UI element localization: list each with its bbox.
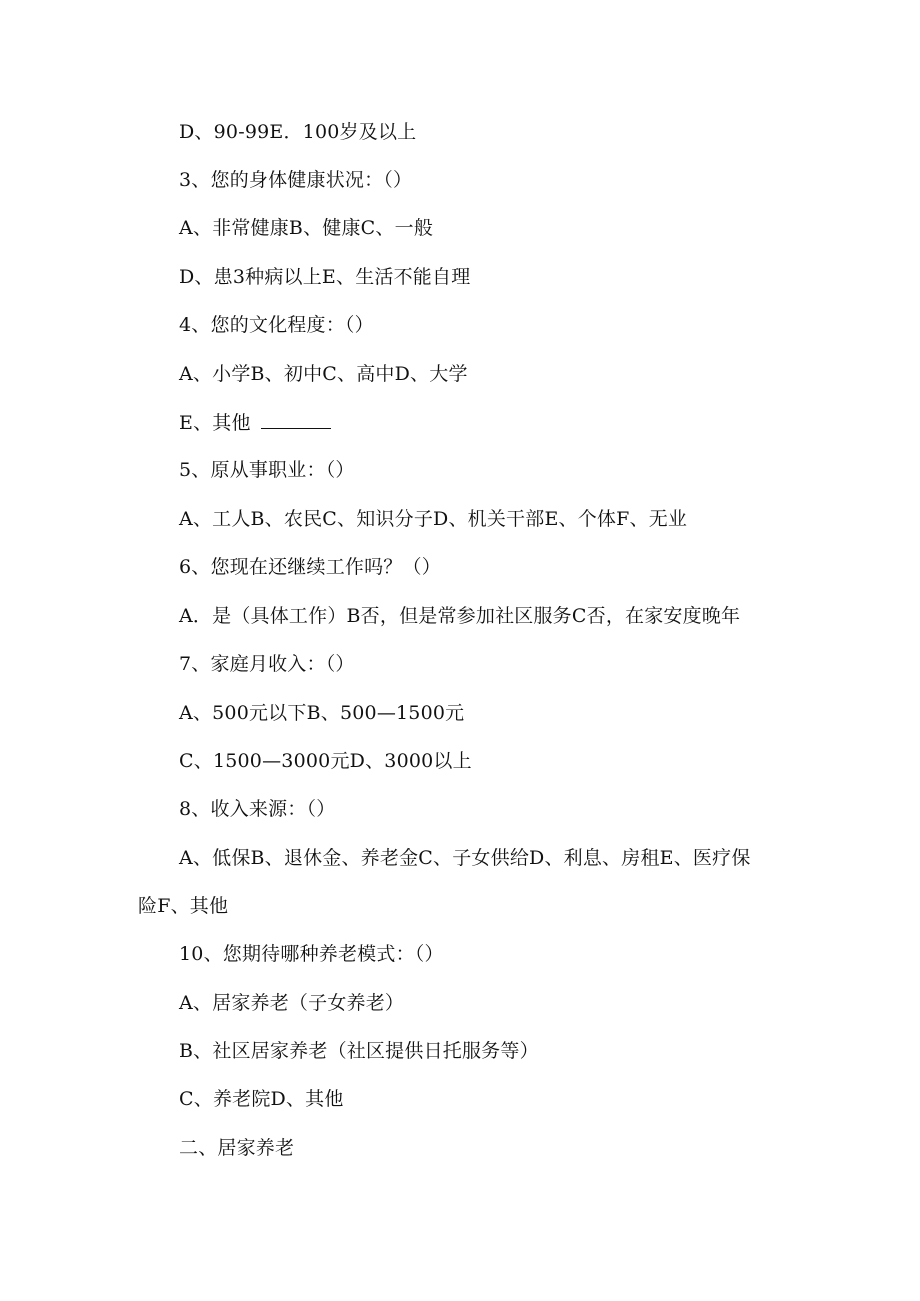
income-options-line-1: A、500元以下B、500—1500元 bbox=[179, 702, 465, 724]
fill-in-blank bbox=[261, 410, 331, 429]
working-options-line: A．是（具体工作）B否，但是常参加社区服务C否，在家安度晚年 bbox=[179, 605, 741, 627]
question-4-education: 4、您的文化程度：（） bbox=[179, 314, 374, 336]
education-other-label: E、其他 bbox=[179, 412, 251, 434]
question-5-occupation: 5、原从事职业：（） bbox=[179, 459, 355, 481]
income-source-options-line-2: 险F、其他 bbox=[138, 895, 229, 917]
education-options-line-1: A、小学B、初中C、高中D、大学 bbox=[179, 363, 468, 385]
question-6-working: 6、您现在还继续工作吗？（） bbox=[179, 556, 441, 578]
care-mode-option-a: A、居家养老（子女养老） bbox=[179, 992, 405, 1014]
question-3-health: 3、您的身体健康状况：（） bbox=[179, 169, 413, 191]
health-options-line-2: D、患3种病以上E、生活不能自理 bbox=[179, 266, 471, 288]
section-heading-home-care: 二、居家养老 bbox=[179, 1137, 295, 1159]
education-options-line-2 bbox=[179, 410, 331, 435]
care-mode-option-b: B、社区居家养老（社区提供日托服务等） bbox=[179, 1040, 539, 1062]
health-options-line-1: A、非常健康B、健康C、一般 bbox=[179, 217, 434, 239]
income-options-line-2: C、1500—3000元D、3000以上 bbox=[179, 750, 472, 772]
occupation-options-line: A、工人B、农民C、知识分子D、机关干部E、个体F、无业 bbox=[179, 508, 688, 530]
question-10-care-mode: 10、您期待哪种养老模式：（） bbox=[179, 943, 444, 965]
income-source-options-line-1: A、低保B、退休金、养老金C、子女供给D、利息、房租E、医疗保 bbox=[179, 847, 751, 869]
question-8-income-source: 8、收入来源：（） bbox=[179, 798, 336, 820]
care-mode-options-c-d: C、养老院D、其他 bbox=[179, 1088, 344, 1110]
age-options-line: D、90-99E．100岁及以上 bbox=[179, 121, 417, 143]
question-7-income: 7、家庭月收入：（） bbox=[179, 653, 355, 675]
